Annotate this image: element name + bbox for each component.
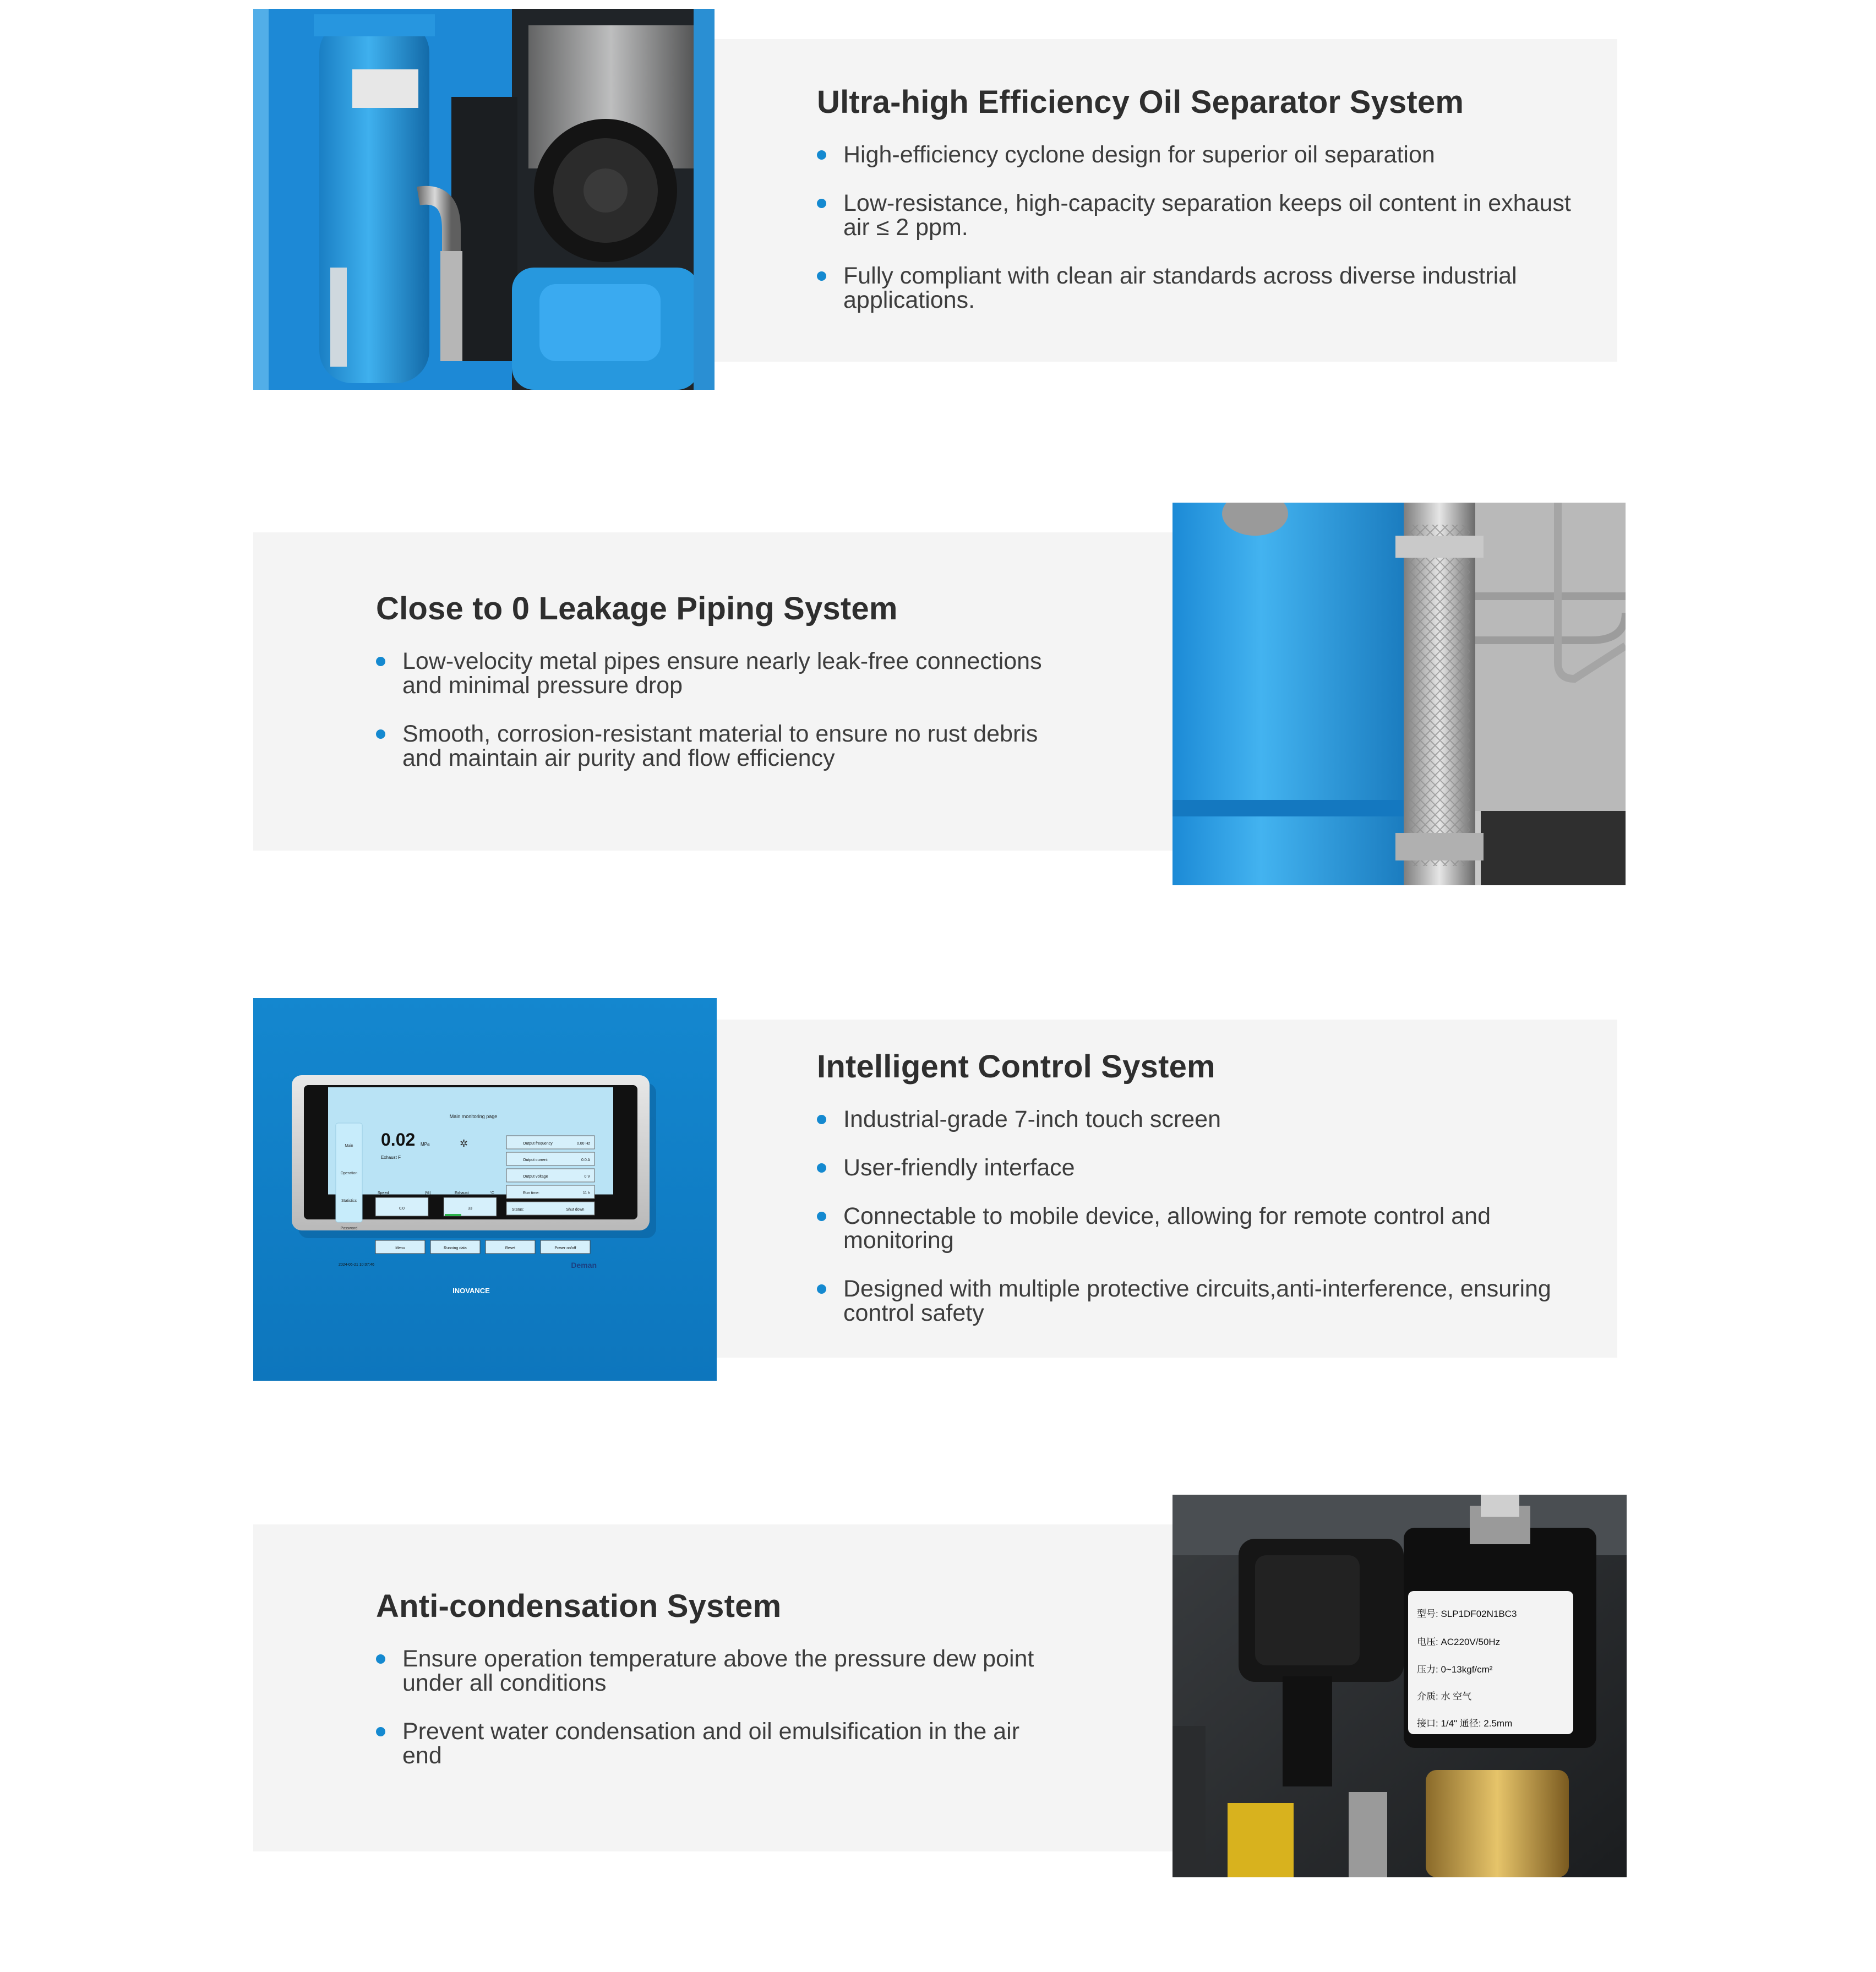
svg-text:0.02: 0.02 bbox=[381, 1130, 416, 1150]
list-item: User-friendly interface bbox=[817, 1156, 1588, 1180]
svg-text:Speed: Speed bbox=[378, 1191, 389, 1195]
list-item: Smooth, corrosion-resistant material to ensure no rust debris and maintain air purity and flow efficiency bbox=[376, 722, 1064, 770]
list-item: Ensure operation temperature above the pressure dew point under all conditions bbox=[376, 1647, 1064, 1695]
svg-text:Reset: Reset bbox=[505, 1246, 516, 1250]
svg-text:2024-06-21 10:07:46: 2024-06-21 10:07:46 bbox=[339, 1263, 374, 1267]
bullet-dot-icon bbox=[376, 657, 385, 666]
svg-text:MPa: MPa bbox=[421, 1142, 430, 1147]
bullet-list bbox=[376, 649, 1064, 770]
section-title: Anti-condensation System bbox=[376, 1588, 782, 1624]
bullet-dot-icon bbox=[817, 1115, 826, 1124]
svg-text:Running data: Running data bbox=[444, 1246, 467, 1250]
feature-text-anti-condensation bbox=[376, 1588, 1064, 1792]
svg-text:Power on/off: Power on/off bbox=[554, 1246, 576, 1250]
svg-text:Exhaust F: Exhaust F bbox=[381, 1155, 401, 1160]
svg-text:Status:: Status: bbox=[512, 1208, 524, 1212]
bullet-dot-icon bbox=[817, 271, 826, 281]
svg-text:Output voltage: Output voltage bbox=[523, 1175, 548, 1179]
bullet-dot-icon bbox=[817, 199, 826, 208]
oil-separator-photo bbox=[253, 9, 715, 390]
metal-piping-photo bbox=[1172, 503, 1626, 885]
bullet-dot-icon bbox=[376, 1654, 385, 1664]
svg-text:[%]: [%] bbox=[425, 1191, 431, 1195]
list-item: Low-resistance, high-capacity separation keeps oil content in exhaust air ≤ 2 ppm. bbox=[817, 191, 1588, 239]
svg-text:0.0: 0.0 bbox=[399, 1207, 405, 1211]
bullet-dot-icon bbox=[376, 1727, 385, 1736]
bullet-dot-icon bbox=[817, 1163, 826, 1173]
svg-text:Run time:: Run time: bbox=[523, 1191, 539, 1195]
list-item: Connectable to mobile device, allowing for remote control and monitoring bbox=[817, 1204, 1588, 1252]
bullet-list bbox=[817, 1107, 1588, 1325]
feature-text-oil-separator bbox=[817, 84, 1588, 336]
fan-icon: ✲ bbox=[460, 1138, 468, 1149]
feature-text-control bbox=[817, 1048, 1588, 1349]
svg-text:0 V: 0 V bbox=[584, 1175, 590, 1179]
svg-text:Operation: Operation bbox=[340, 1172, 358, 1175]
bullet-dot-icon bbox=[376, 729, 385, 739]
svg-text:Password: Password bbox=[340, 1227, 358, 1230]
svg-text:0.00 Hz: 0.00 Hz bbox=[576, 1142, 590, 1146]
section-title: Ultra-high Efficiency Oil Separator System bbox=[817, 84, 1464, 120]
bezel-brand: INOVANCE bbox=[452, 1287, 490, 1295]
svg-text:Deman: Deman bbox=[571, 1261, 597, 1270]
section-title: Intelligent Control System bbox=[817, 1049, 1215, 1085]
svg-text:型号: SLP1DF02N1BC3: 型号: SLP1DF02N1BC3 bbox=[1417, 1609, 1517, 1619]
svg-text:Output frequency: Output frequency bbox=[523, 1142, 553, 1146]
feature-text-piping bbox=[376, 590, 1064, 794]
list-item: Designed with multiple protective circuits,anti-interference, ensuring control safety bbox=[817, 1277, 1588, 1325]
solenoid-valve-photo bbox=[1172, 1495, 1627, 1877]
svg-text:接口: 1/4" 通径: 2.5mm: 接口: 1/4" 通径: 2.5mm bbox=[1417, 1718, 1513, 1729]
svg-text:介质: 水 空气: 介质: 水 空气 bbox=[1417, 1691, 1472, 1702]
svg-text:Exhaust: Exhaust bbox=[455, 1191, 469, 1195]
svg-text:Main monitoring page: Main monitoring page bbox=[449, 1114, 498, 1119]
svg-text:33: 33 bbox=[468, 1207, 472, 1211]
svg-text:11 h: 11 h bbox=[582, 1191, 590, 1195]
svg-text:0.0 A: 0.0 A bbox=[581, 1158, 590, 1162]
touch-screen-photo bbox=[253, 998, 717, 1381]
section-title: Close to 0 Leakage Piping System bbox=[376, 591, 898, 627]
svg-text:Shut down: Shut down bbox=[566, 1208, 585, 1212]
bullet-dot-icon bbox=[817, 1212, 826, 1221]
svg-text:Menu: Menu bbox=[395, 1246, 405, 1250]
svg-text:Output current: Output current bbox=[523, 1158, 548, 1162]
list-item: High-efficiency cyclone design for superior oil separation bbox=[817, 143, 1588, 167]
svg-text:电压: AC220V/50Hz: 电压: AC220V/50Hz bbox=[1417, 1637, 1501, 1647]
bullet-list bbox=[376, 1647, 1064, 1768]
bullet-dot-icon bbox=[817, 150, 826, 160]
list-item: Fully compliant with clean air standards across diverse industrial applications. bbox=[817, 264, 1588, 312]
svg-text:Main: Main bbox=[345, 1144, 353, 1148]
list-item: Low-velocity metal pipes ensure nearly leak-free connections and minimal pressure drop bbox=[376, 649, 1064, 698]
bullet-dot-icon bbox=[817, 1284, 826, 1294]
svg-text:Statistics: Statistics bbox=[341, 1199, 357, 1203]
bullet-list bbox=[817, 143, 1588, 312]
svg-text:压力: 0~13kgf/cm²: 压力: 0~13kgf/cm² bbox=[1417, 1664, 1493, 1675]
list-item: Prevent water condensation and oil emulsification in the air end bbox=[376, 1719, 1064, 1768]
list-item: Industrial-grade 7-inch touch screen bbox=[817, 1107, 1588, 1131]
svg-text:°C: °C bbox=[490, 1191, 494, 1195]
